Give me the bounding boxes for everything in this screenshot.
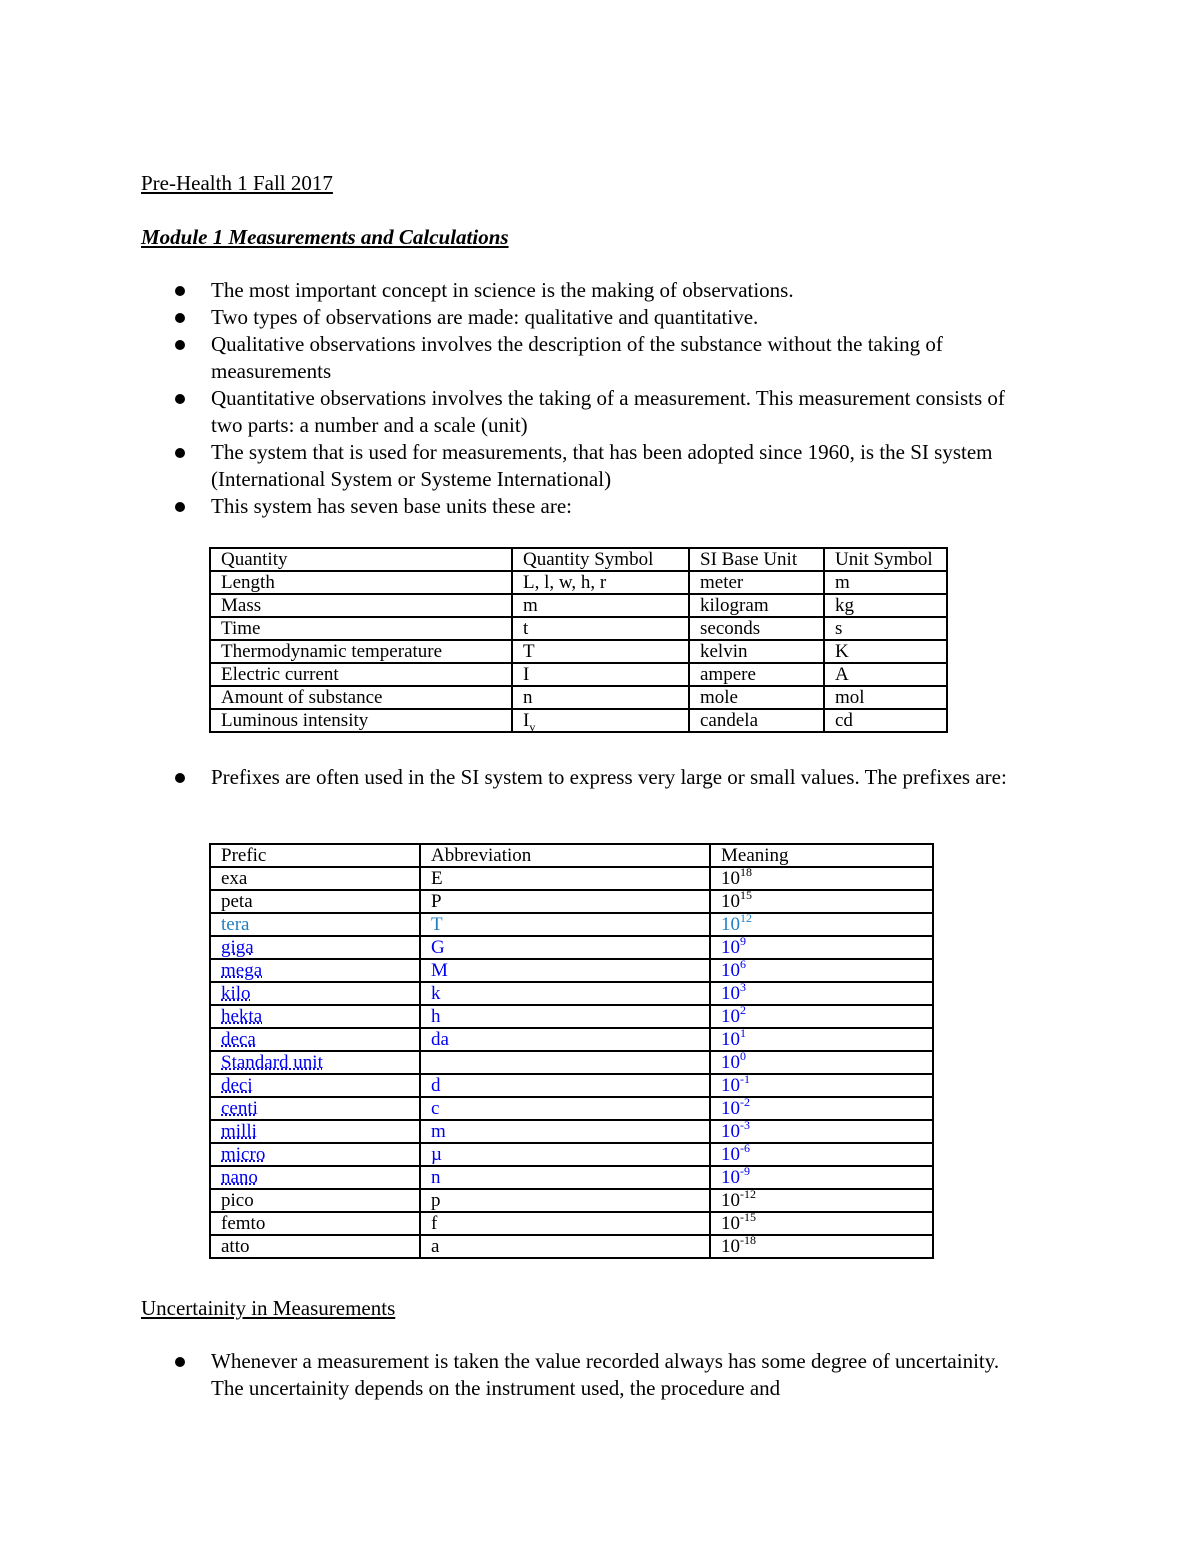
prefix-name: femto <box>210 1212 420 1235</box>
prefix-abbreviation: n <box>420 1166 710 1189</box>
prefix-meaning <box>710 1120 933 1143</box>
si-prefix-table <box>209 843 934 1259</box>
prefix-meaning <box>710 1189 933 1212</box>
prefix-abbreviation: E <box>420 867 710 890</box>
table-row <box>210 913 933 936</box>
table-cell: Length <box>210 571 512 594</box>
power-base: 10 <box>721 1213 740 1234</box>
power-base: 10 <box>721 1029 740 1050</box>
power-exponent: 3 <box>740 980 746 994</box>
power-exponent: -12 <box>740 1187 756 1201</box>
prefix-bullet-list <box>141 764 1021 791</box>
prefix-name: deca <box>210 1028 420 1051</box>
table-row <box>210 1235 933 1258</box>
table-row <box>210 867 933 890</box>
column-header: Meaning <box>710 844 933 867</box>
power-exponent: -6 <box>740 1141 750 1155</box>
prefix-abbreviation: k <box>420 982 710 1005</box>
power-base: 10 <box>721 868 740 889</box>
module-title: Module 1 Measurements and Calculations <box>141 225 509 249</box>
prefix-meaning <box>710 1005 933 1028</box>
table-cell: m <box>824 571 947 594</box>
table-row <box>210 982 933 1005</box>
prefix-abbreviation: p <box>420 1189 710 1212</box>
prefix-meaning <box>710 1235 933 1258</box>
table-row <box>210 1120 933 1143</box>
power-exponent: -3 <box>740 1118 750 1132</box>
column-header: Unit Symbol <box>824 548 947 571</box>
table-header-row <box>210 548 947 571</box>
power-exponent: 2 <box>740 1003 746 1017</box>
prefix-name: kilo <box>210 982 420 1005</box>
table-row <box>210 709 947 732</box>
power-exponent: 0 <box>740 1049 746 1063</box>
power-base: 10 <box>721 983 740 1004</box>
table-cell: A <box>824 663 947 686</box>
table-cell: n <box>512 686 689 709</box>
table-header-row <box>210 844 933 867</box>
prefix-name: tera <box>210 913 420 936</box>
prefix-abbreviation: µ <box>420 1143 710 1166</box>
table-cell: I <box>512 663 689 686</box>
prefix-meaning <box>710 1097 933 1120</box>
prefix-name: milli <box>210 1120 420 1143</box>
prefix-abbreviation <box>420 1051 710 1074</box>
bullet-item <box>141 385 1041 439</box>
prefix-name: Standard unit <box>210 1051 420 1074</box>
prefix-name: peta <box>210 890 420 913</box>
table-row <box>210 890 933 913</box>
power-base: 10 <box>721 1167 740 1188</box>
power-base: 10 <box>721 1190 740 1211</box>
prefix-abbreviation: a <box>420 1235 710 1258</box>
bullet-icon <box>175 394 185 404</box>
prefix-abbreviation: M <box>420 959 710 982</box>
power-exponent: 18 <box>740 865 752 879</box>
prefix-abbreviation: G <box>420 936 710 959</box>
prefix-meaning <box>710 1166 933 1189</box>
column-header: SI Base Unit <box>689 548 824 571</box>
table-cell: cd <box>824 709 947 732</box>
prefix-abbreviation: f <box>420 1212 710 1235</box>
table-cell: seconds <box>689 617 824 640</box>
power-exponent: -2 <box>740 1095 750 1109</box>
power-base: 10 <box>721 1075 740 1096</box>
table-cell: mole <box>689 686 824 709</box>
bullet-item <box>141 304 1041 331</box>
prefix-meaning <box>710 1028 933 1051</box>
bullet-item <box>141 1348 1001 1402</box>
prefix-name: mega <box>210 959 420 982</box>
bullet-text: The system that is used for measurements, that has been adopted since 1960, is the SI system (International System or Systeme International) <box>211 440 993 491</box>
power-exponent: -18 <box>740 1233 756 1247</box>
table-row <box>210 663 947 686</box>
table-row <box>210 1028 933 1051</box>
power-base: 10 <box>721 937 740 958</box>
prefix-meaning <box>710 890 933 913</box>
prefix-meaning <box>710 1212 933 1235</box>
table-row <box>210 640 947 663</box>
table-row <box>210 594 947 617</box>
table-cell: s <box>824 617 947 640</box>
table-row <box>210 686 947 709</box>
power-base: 10 <box>721 1006 740 1027</box>
bullet-icon <box>175 286 185 296</box>
bullet-text: Quantitative observations involves the taking of a measurement. This measurement consists of two parts: a number and a scale (unit) <box>211 386 1005 437</box>
power-base: 10 <box>721 960 740 981</box>
bullet-icon <box>175 313 185 323</box>
power-base: 10 <box>721 1098 740 1119</box>
bullet-item <box>141 493 1041 520</box>
prefix-abbreviation: T <box>420 913 710 936</box>
prefix-meaning <box>710 936 933 959</box>
power-exponent: 9 <box>740 934 746 948</box>
table-cell: t <box>512 617 689 640</box>
prefix-meaning <box>710 1051 933 1074</box>
uncertainty-bullet-list <box>141 1348 1001 1402</box>
table-cell: ampere <box>689 663 824 686</box>
bullet-item <box>141 331 1041 385</box>
table-row <box>210 1143 933 1166</box>
prefix-meaning <box>710 867 933 890</box>
prefix-name: centi <box>210 1097 420 1120</box>
bullet-icon <box>175 448 185 458</box>
bullet-icon <box>175 502 185 512</box>
prefix-meaning <box>710 982 933 1005</box>
prefix-name: deci <box>210 1074 420 1097</box>
table-cell: Electric current <box>210 663 512 686</box>
table-cell: m <box>512 594 689 617</box>
table-cell: Luminous intensity <box>210 709 512 732</box>
table-row <box>210 1074 933 1097</box>
table-row <box>210 1189 933 1212</box>
table-cell: kilogram <box>689 594 824 617</box>
prefix-meaning <box>710 1074 933 1097</box>
power-exponent: 1 <box>740 1026 746 1040</box>
prefix-abbreviation: d <box>420 1074 710 1097</box>
bullet-item <box>141 439 1041 493</box>
table-cell: $I_v$ <box>512 709 689 732</box>
table-cell: Mass <box>210 594 512 617</box>
prefix-name: giga <box>210 936 420 959</box>
bullet-icon <box>175 773 185 783</box>
column-header: Abbreviation <box>420 844 710 867</box>
power-base: 10 <box>721 1236 740 1257</box>
bullet-text: The most important concept in science is the making of observations. <box>211 278 794 302</box>
prefix-name: atto <box>210 1235 420 1258</box>
table-row <box>210 1212 933 1235</box>
prefix-name: exa <box>210 867 420 890</box>
column-header: Prefic <box>210 844 420 867</box>
table-cell: K <box>824 640 947 663</box>
power-exponent: -15 <box>740 1210 756 1224</box>
section-title-uncertainty: Uncertainity in Measurements <box>141 1296 396 1320</box>
table-cell: meter <box>689 571 824 594</box>
table-cell: mol <box>824 686 947 709</box>
bullet-text: Prefixes are often used in the SI system to express very large or small values. The prefixes are: <box>211 765 1007 789</box>
table-row <box>210 1166 933 1189</box>
bullet-icon <box>175 1357 185 1367</box>
column-header: Quantity <box>210 548 512 571</box>
table-cell: Amount of substance <box>210 686 512 709</box>
power-base: 10 <box>721 1052 740 1073</box>
column-header: Quantity Symbol <box>512 548 689 571</box>
bullet-item <box>141 277 1041 304</box>
prefix-meaning <box>710 959 933 982</box>
intro-bullet-list <box>141 277 1041 520</box>
bullet-text: This system has seven base units these are: <box>211 494 572 518</box>
bullet-icon <box>175 340 185 350</box>
table-row <box>210 1097 933 1120</box>
prefix-abbreviation: P <box>420 890 710 913</box>
subscript: v <box>529 719 536 734</box>
table-cell: L, l, w, h, r <box>512 571 689 594</box>
table-cell: T <box>512 640 689 663</box>
table-row <box>210 936 933 959</box>
power-base: 10 <box>721 1121 740 1142</box>
table-cell: candela <box>689 709 824 732</box>
table-cell: kg <box>824 594 947 617</box>
table-row <box>210 959 933 982</box>
prefix-abbreviation: h <box>420 1005 710 1028</box>
prefix-meaning <box>710 1143 933 1166</box>
prefix-name: pico <box>210 1189 420 1212</box>
power-exponent: 15 <box>740 888 752 902</box>
table-row <box>210 617 947 640</box>
prefix-name: nano <box>210 1166 420 1189</box>
table-row <box>210 1051 933 1074</box>
table-cell: Thermodynamic temperature <box>210 640 512 663</box>
bullet-text: Two types of observations are made: qualitative and quantitative. <box>211 305 759 329</box>
prefix-name: micro <box>210 1143 420 1166</box>
power-exponent: 6 <box>740 957 746 971</box>
prefix-abbreviation: c <box>420 1097 710 1120</box>
prefix-name: hekta <box>210 1005 420 1028</box>
power-base: 10 <box>721 1144 740 1165</box>
power-exponent: 12 <box>740 911 752 925</box>
table-cell: Time <box>210 617 512 640</box>
power-base: 10 <box>721 891 740 912</box>
si-base-units-table <box>209 547 948 733</box>
prefix-abbreviation: m <box>420 1120 710 1143</box>
bullet-text: Whenever a measurement is taken the value recorded always has some degree of uncertainity. The uncertainity depends on the instrument used, the procedure and <box>211 1349 1000 1400</box>
power-base: 10 <box>721 914 740 935</box>
bullet-text: Qualitative observations involves the description of the substance without the taking of measurements <box>211 332 943 383</box>
course-header: Pre-Health 1 Fall 2017 <box>141 171 333 195</box>
bullet-item <box>141 764 1021 791</box>
table-row <box>210 1005 933 1028</box>
table-cell: kelvin <box>689 640 824 663</box>
power-exponent: -1 <box>740 1072 750 1086</box>
prefix-abbreviation: da <box>420 1028 710 1051</box>
power-exponent: -9 <box>740 1164 750 1178</box>
prefix-meaning <box>710 913 933 936</box>
table-row <box>210 571 947 594</box>
